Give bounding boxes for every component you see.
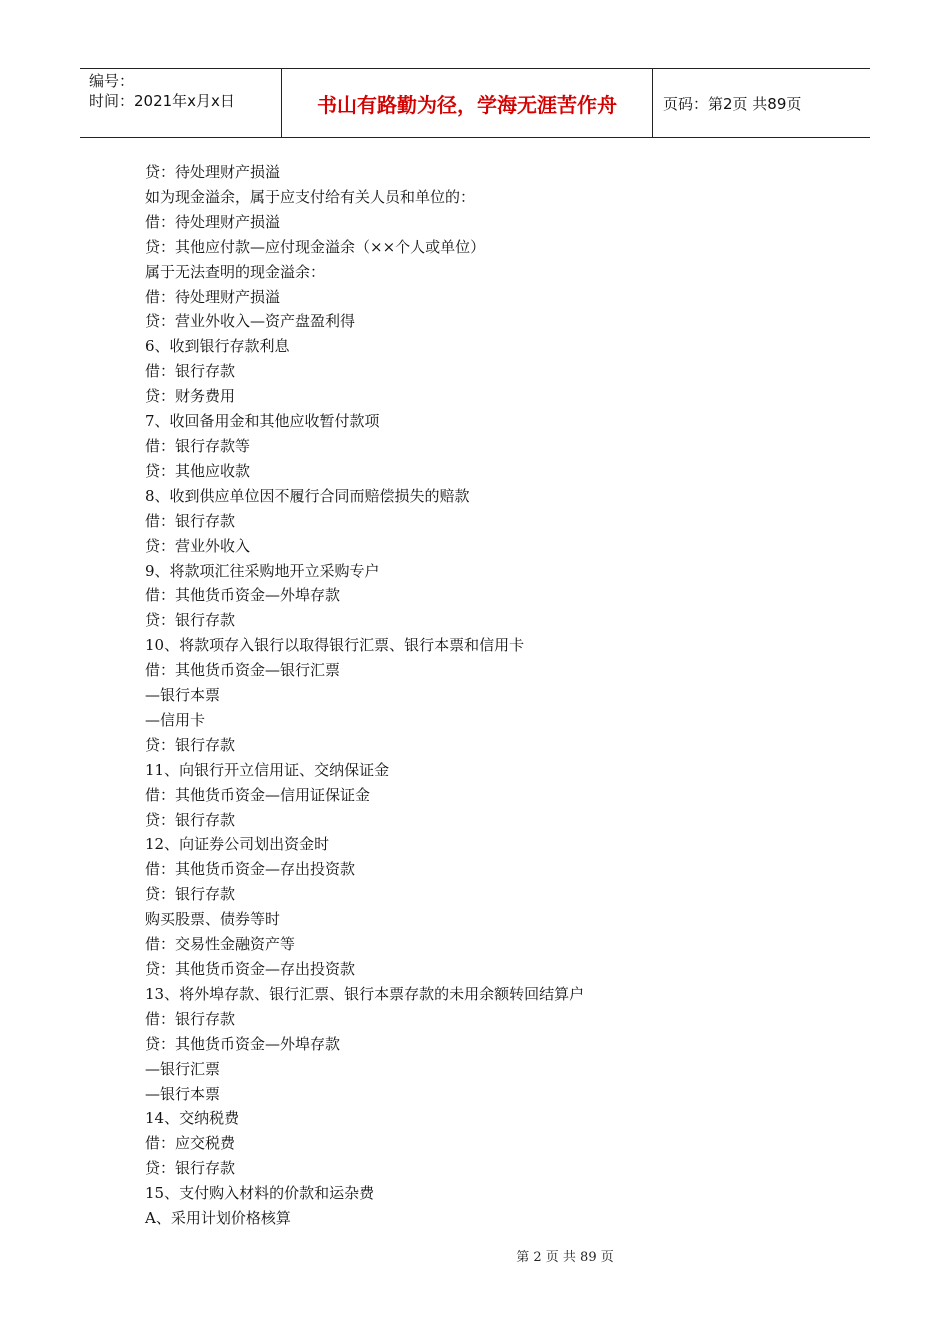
footer-page-number: 第 2 页 共 89 页: [516, 1250, 614, 1265]
body-line: 借：银行存款等: [145, 436, 251, 455]
body-line: 13、将外埠存款、银行汇票、银行本票存款的未用余额转回结算户: [145, 984, 585, 1003]
body-line: 贷：其他货币资金—外埠存款: [145, 1034, 341, 1053]
body-line: 借：应交税费: [145, 1134, 236, 1153]
document-body: [145, 160, 845, 1231]
body-line: 借：待处理财产损溢: [145, 212, 281, 231]
body-line: 贷：银行存款: [145, 810, 236, 829]
body-line: 借：待处理财产损溢: [145, 287, 281, 306]
body-line: 6、收到银行存款利息: [145, 337, 290, 356]
body-line: 7、收回备用金和其他应收暂付款项: [145, 412, 380, 431]
body-line: 贷：银行存款: [145, 735, 236, 754]
body-line: 11、向银行开立信用证、交纳保证金: [145, 760, 390, 779]
body-line: 贷：营业外收入: [145, 536, 251, 555]
body-line: 15、支付购入材料的价款和运杂费: [145, 1184, 375, 1203]
body-line: 借：银行存款: [145, 362, 236, 381]
body-line: 贷：营业外收入—资产盘盈利得: [145, 312, 356, 331]
body-line: 购买股票、债券等时: [145, 910, 281, 929]
body-line: 借：交易性金融资产等: [145, 935, 296, 954]
body-line: —银行汇票: [145, 1059, 221, 1078]
body-line: 借：其他货币资金—银行汇票: [145, 661, 341, 680]
body-line: 借：其他货币资金—外埠存款: [145, 586, 341, 605]
body-line: 贷：其他应收款: [145, 461, 251, 480]
body-line: 属于无法查明的现金溢余：: [145, 262, 326, 281]
body-line: 借：其他货币资金—存出投资款: [145, 860, 356, 879]
body-line: —银行本票: [145, 1084, 221, 1103]
body-line: 借：银行存款: [145, 1009, 236, 1028]
body-line: 10、将款项存入银行以取得银行汇票、银行本票和信用卡: [145, 636, 525, 655]
body-line: 贷：银行存款: [145, 611, 236, 630]
header-motto: 书山有路勤为径，学海无涯苦作舟: [282, 69, 653, 137]
body-line: 借：其他货币资金—信用证保证金: [145, 785, 371, 804]
body-line: 贷：财务费用: [145, 387, 236, 406]
body-line: 如为现金溢余，属于应支付给有关人员和单位的：: [145, 187, 476, 206]
document-date-label: 时间：2021年x月x日: [89, 92, 235, 110]
header-info-cell: [80, 69, 282, 137]
body-line: —信用卡: [145, 710, 206, 729]
body-line: 贷：其他货币资金—存出投资款: [145, 960, 356, 978]
body-line: 12、向证券公司划出资金时: [145, 835, 330, 854]
header-page-number: 页码：第2页 共89页: [663, 94, 802, 113]
page-header: [80, 68, 870, 138]
body-line: 贷：银行存款: [145, 885, 236, 904]
page-footer: [0, 1246, 950, 1265]
body-line: 9、将款项汇往采购地开立采购专户: [145, 561, 380, 580]
document-number-label: 编号：: [89, 72, 135, 90]
body-line: A、采用计划价格核算: [145, 1209, 291, 1228]
body-line: —银行本票: [145, 686, 221, 705]
body-line: 贷：待处理财产损溢: [145, 163, 281, 181]
body-line: 贷：银行存款: [145, 1159, 236, 1178]
body-line: 借：银行存款: [145, 511, 236, 530]
body-line: 贷：其他应付款—应付现金溢余（××个人或单位）: [145, 237, 486, 256]
body-line: 14、交纳税费: [145, 1109, 240, 1128]
body-line: 8、收到供应单位因不履行合同而赔偿损失的赔款: [145, 486, 470, 505]
